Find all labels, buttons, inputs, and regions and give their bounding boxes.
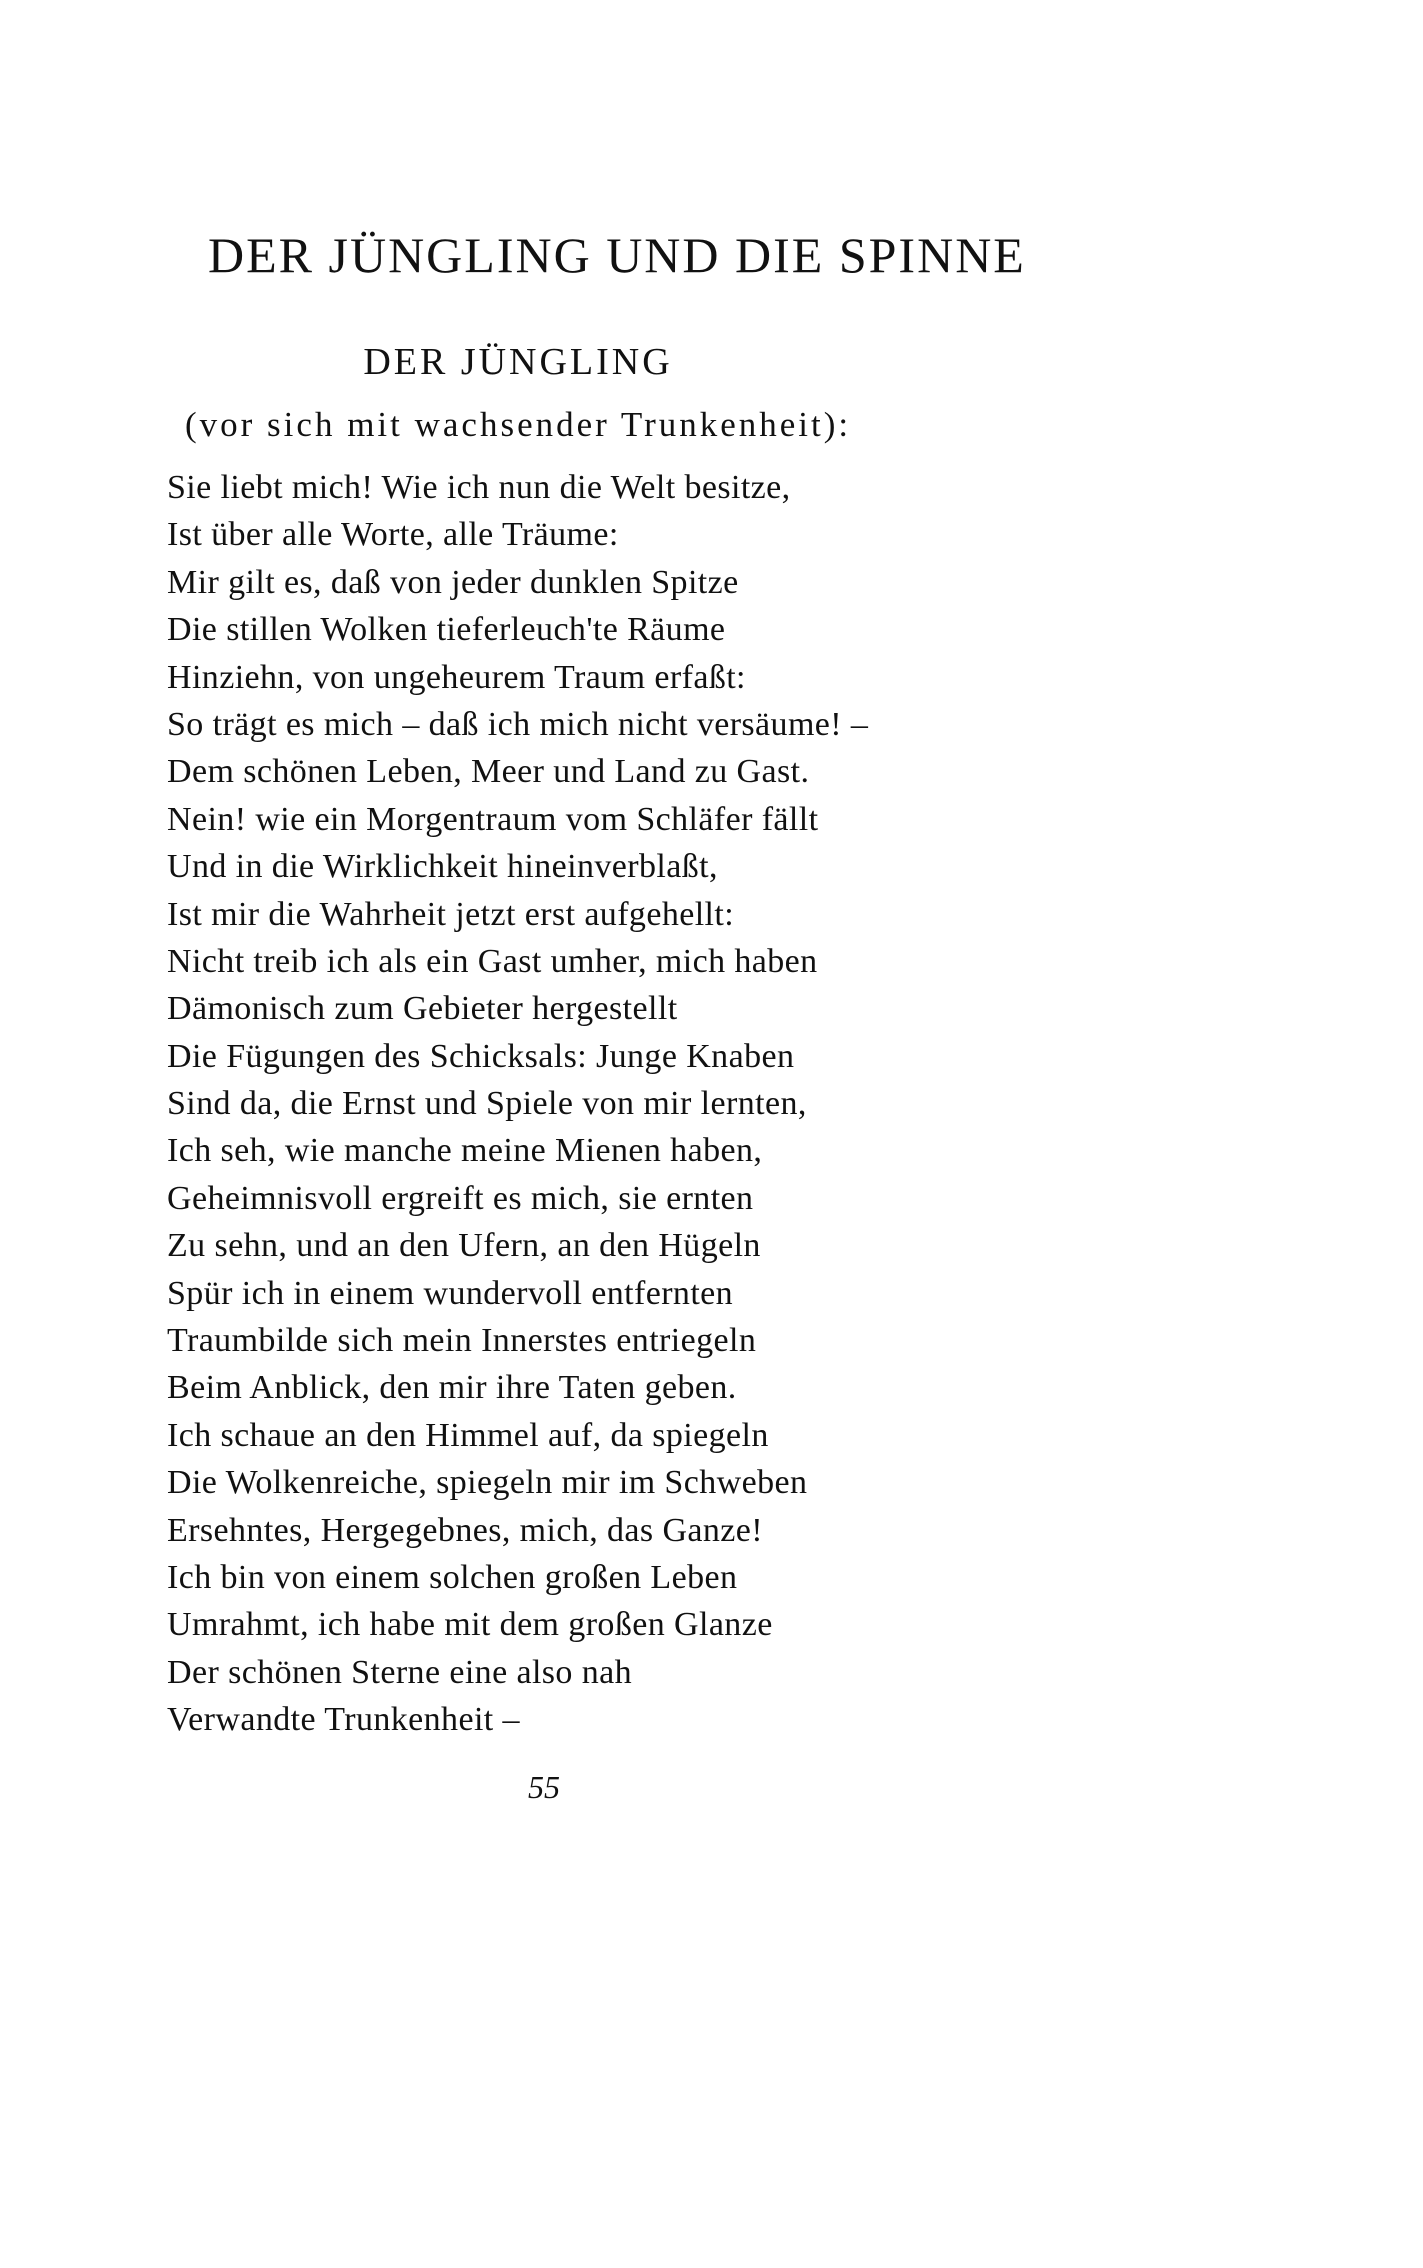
verse-line: Die Fügungen des Schicksals: Junge Knaben: [167, 1037, 795, 1075]
verse-line: Dem schönen Leben, Meer und Land zu Gast.: [167, 753, 810, 791]
verse-line: Und in die Wirklichkeit hineinverblaßt,: [167, 848, 718, 886]
verse-line: Zu sehn, und an den Ufern, an den Hügeln: [167, 1227, 761, 1265]
verse-line: Sie liebt mich! Wie ich nun die Welt besitze,: [167, 469, 791, 506]
verse-line: Verwandte Trunkenheit –: [167, 1701, 520, 1739]
verse-lines: [167, 464, 868, 1744]
verse-line: Umrahmt, ich habe mit dem großen Glanze: [167, 1606, 773, 1644]
verse-line: Mir gilt es, daß von jeder dunklen Spitze: [167, 563, 739, 601]
verse-line: Ist über alle Worte, alle Träume:: [167, 516, 619, 554]
verse-line: Der schönen Sterne eine also nah: [167, 1653, 633, 1691]
verse-line: Nein! wie ein Morgentraum vom Schläfer fällt: [167, 800, 819, 838]
verse-line: Die Wolkenreiche, spiegeln mir im Schweben: [167, 1464, 808, 1502]
verse-line: Ich schaue an den Himmel auf, da spiegeln: [167, 1416, 769, 1454]
verse-line: Ich seh, wie manche meine Mienen haben,: [167, 1132, 763, 1170]
verse-line: Nicht treib ich als ein Gast umher, mich haben: [167, 942, 818, 980]
poem-title: DER JÜNGLING UND DIE SPINNE: [208, 227, 1026, 283]
verse-line: Sind da, die Ernst und Spiele von mir lernten,: [167, 1085, 807, 1123]
verse-line: Ersehntes, Hergegebnes, mich, das Ganze!: [167, 1511, 763, 1549]
speaker-name: DER JÜNGLING: [363, 341, 673, 383]
verse-line: Traumbilde sich mein Innerstes entriegeln: [167, 1322, 757, 1360]
verse-line: Geheimnisvoll ergreift es mich, sie ernten: [167, 1179, 754, 1217]
verse-line: So trägt es mich – daß ich mich nicht versäume! –: [167, 705, 869, 743]
verse-line: Ich bin von einem solchen großen Leben: [167, 1558, 738, 1596]
page-number: 55: [528, 1769, 560, 1805]
verse-line: Ist mir die Wahrheit jetzt erst aufgehellt:: [167, 895, 735, 933]
verse-line: Hinziehn, von ungeheurem Traum erfaßt:: [167, 658, 746, 696]
verse-line: Die stillen Wolken tieferleuch'te Räume: [167, 611, 726, 649]
stage-direction: (vor sich mit wachsender Trunkenheit):: [185, 405, 852, 444]
verse-line: Spür ich in einem wundervoll entfernten: [167, 1274, 734, 1312]
verse-line: Dämonisch zum Gebieter hergestellt: [167, 990, 678, 1028]
verse-line: Beim Anblick, den mir ihre Taten geben.: [167, 1369, 737, 1407]
